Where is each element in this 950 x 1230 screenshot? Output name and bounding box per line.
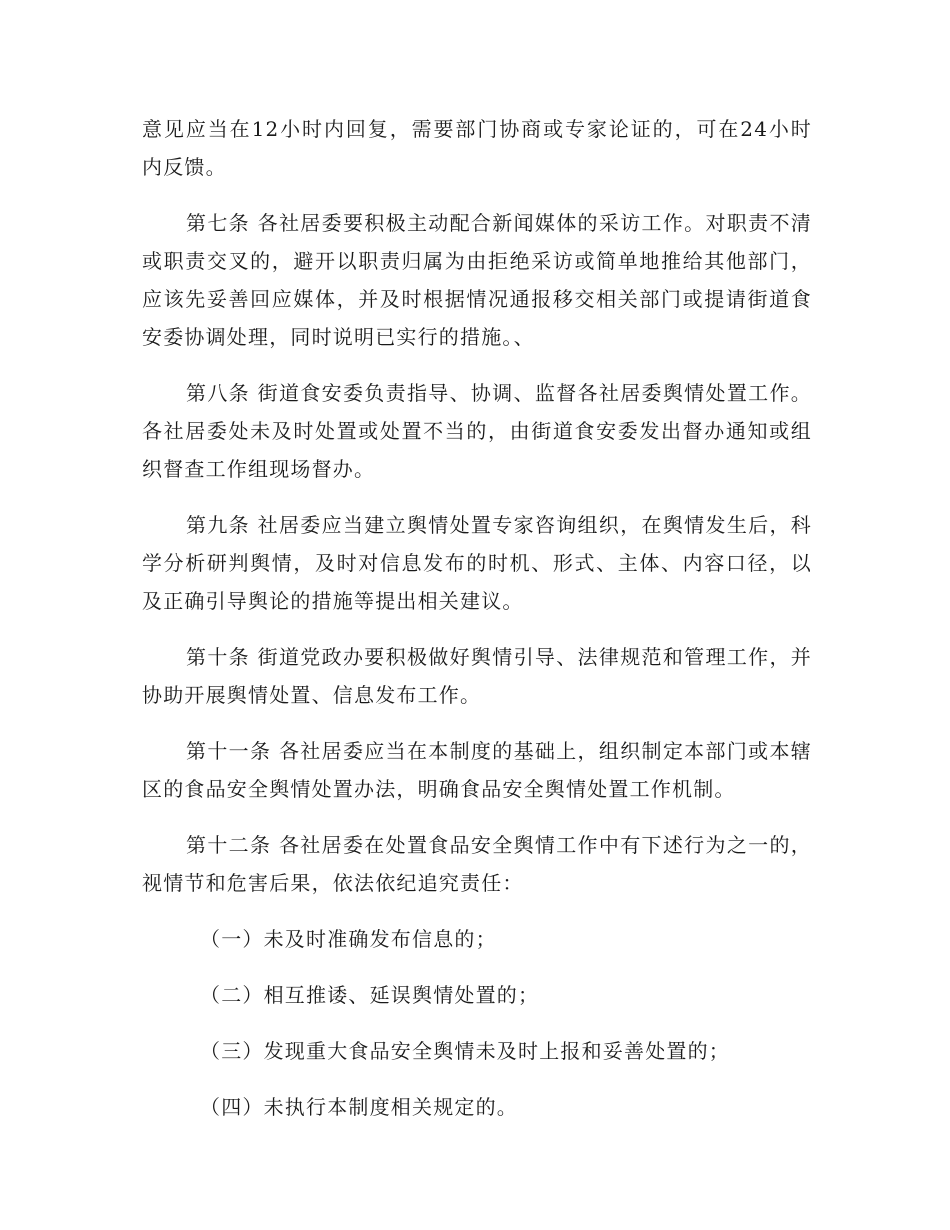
list-item: （二）相互推诿、延误舆情处置的； [200,983,540,1007]
paragraph-article-11: 第十一条 各社居委应当在本制度的基础上，组织制定本部门或本辖区的食品安全舆情处置办法，明确食品安全舆情处置工作机制。 [142,739,812,801]
list-item: （四）未执行本制度相关规定的。 [200,1095,518,1119]
paragraph-article-10: 第十条 街道党政办要积极做好舆情引导、法律规范和管理工作，并协助开展舆情处置、信息发布工作。 [142,645,812,707]
document-body [142,110,812,1126]
paragraph-article-7: 第七条 各社居委要积极主动配合新闻媒体的采访工作。对职责不清或职责交叉的，避开以职责归属为由拒绝采访或简单地推给其他部门，应该先妥善回应媒体，并及时根据情况通报移交相关部门或提请街道食安委协调处理，同时说明已实行的措施。、 [142,211,812,349]
paragraph-continuation: 意见应当在12小时内回复，需要部门协商或专家论证的，可在24小时内反馈。 [142,117,812,179]
list-item: （一）未及时准确发布信息的； [200,927,497,951]
paragraph-article-8: 第八条 街道食安委负责指导、协调、监督各社居委舆情处置工作。各社居委处未及时处置或处置不当的，由街道食安委发出督办通知或组织督查工作组现场督办。 [142,381,812,481]
paragraph-article-12: 第十二条 各社居委在处置食品安全舆情工作中有下述行为之一的，视情节和危害后果，依法依纪追究责任： [142,833,812,895]
paragraph-article-9: 第九条 社居委应当建立舆情处置专家咨询组织，在舆情发生后，科学分析研判舆情，及时对信息发布的时机、形式、主体、内容口径，以及正确引导舆论的措施等提出相关建议。 [142,513,812,613]
list-item: （三）发现重大食品安全舆情未及时上报和妥善处置的； [200,1039,730,1063]
